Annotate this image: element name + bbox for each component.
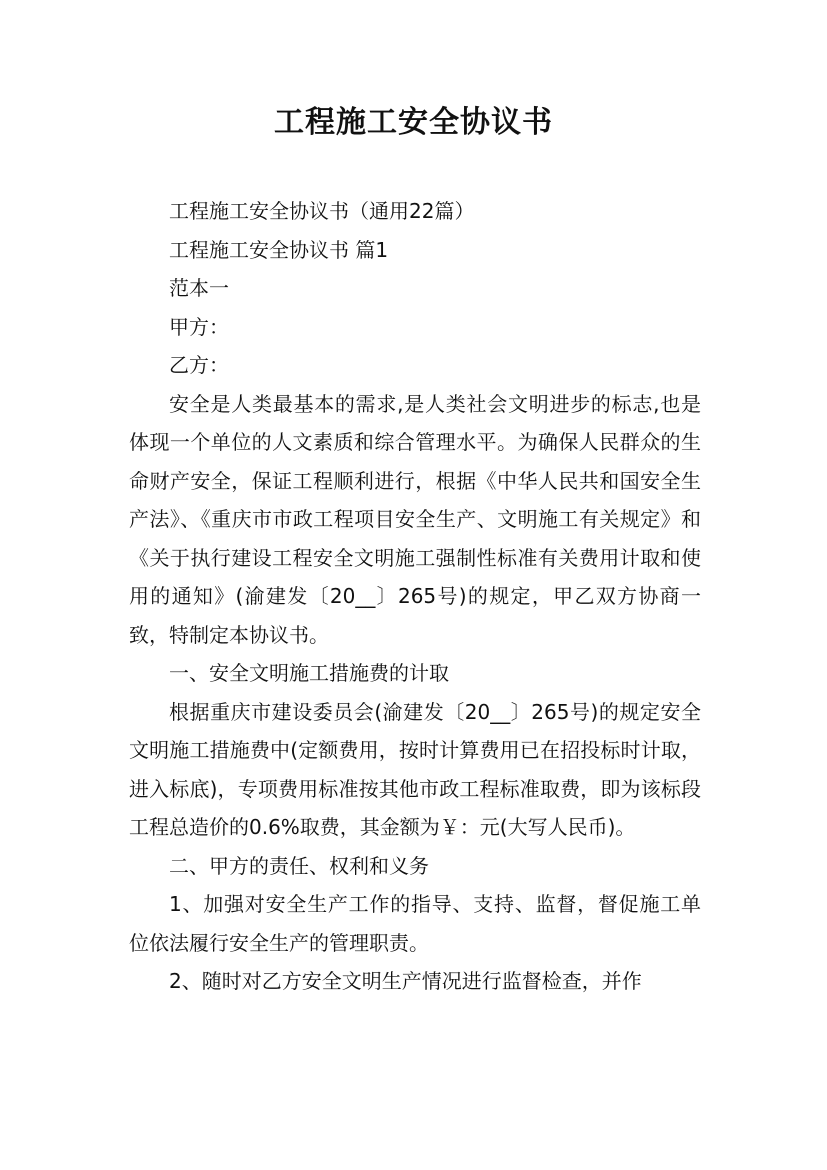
paragraph-item-2: 2、随时对乙方安全文明生产情况进行监督检查，并作 [169, 969, 642, 993]
paragraph-heading-1: 一、安全文明施工措施费的计取 [169, 661, 449, 685]
paragraph-template-label: 范本一 [169, 276, 229, 300]
paragraph-party-a: 甲方： [169, 314, 229, 339]
paragraph-party-b: 乙方： [169, 353, 229, 377]
paragraph-fee-clause: 根据重庆市建设委员会(渝建发〔20__〕265号)的规定安全文明施工措施费中(定额费用，按时计算费用已在招投标时计取，进入标底)，专项费用标准按其他市政工程标准取费，即为该标段工程总造价的0.6%取费，其金额为￥：元(大写人民币)。 [129, 699, 701, 839]
document-title: 工程施工安全协议书 [274, 105, 553, 140]
paragraph-preamble: 安全是人类最基本的需求,是人类社会文明进步的标志,也是体现一个单位的人文素质和综合管理水平。为确保人民群众的生命财产安全，保证工程顺利进行，根据《中华人民共和国安全生产法》、《重庆市市政工程项目安全生产、文明施工有关规定》和《关于执行建设工程安全文明施工强制性标准有关费用计取和使用的通知》(渝建发〔20__〕265号)的规定，甲乙双方协商一致，特制定本协议书。 [129, 391, 701, 647]
paragraph-item-1: 1、加强对安全生产工作的指导、支持、监督，督促施工单位依法履行安全生产的管理职责。 [129, 892, 701, 955]
paragraph-subtitle: 工程施工安全协议书（通用22篇） [169, 199, 475, 223]
paragraph-heading-2: 二、甲方的责任、权利和义务 [169, 853, 429, 878]
paragraph-section-heading: 工程施工安全协议书 篇1 [169, 237, 389, 262]
document-body [129, 192, 701, 1001]
